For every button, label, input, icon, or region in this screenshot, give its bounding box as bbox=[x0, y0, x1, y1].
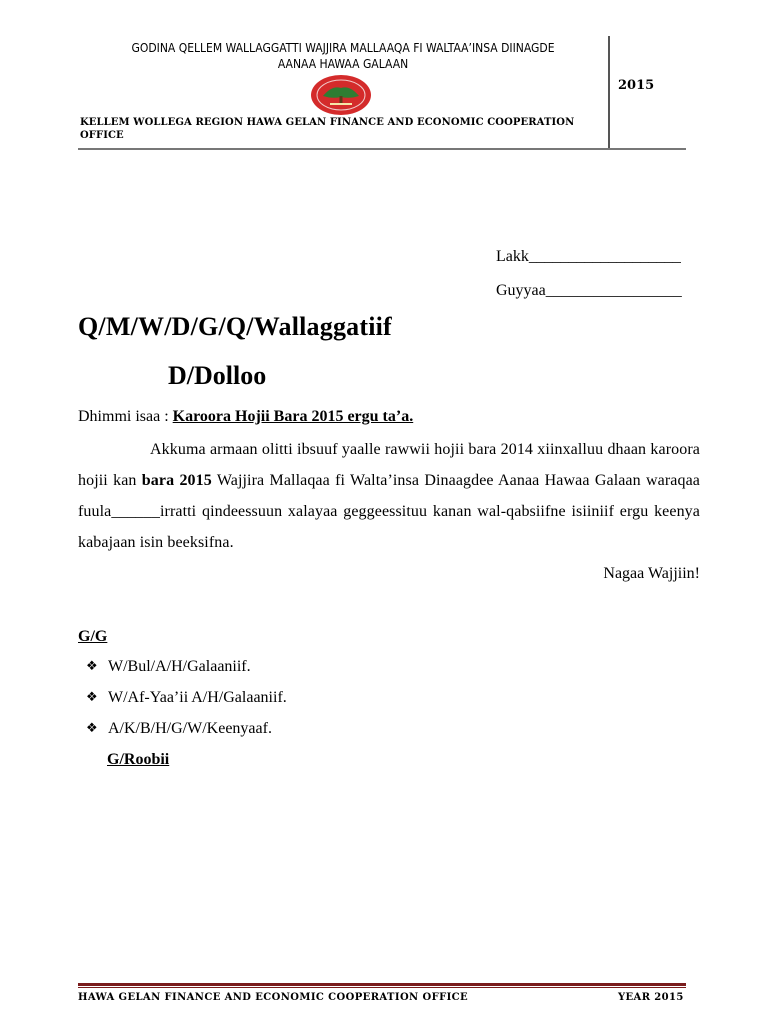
recipient-line2: D/Dolloo bbox=[168, 361, 267, 390]
footer-rule-thin bbox=[78, 987, 686, 988]
body-part2: Wajjira Mallaqaa fi Walta’insa Dinaagdee Aanaa Hawaa Galaan waraqaa fuula______irratti qindeessuun xalayaa geggeessituu kanan wal-qabsiifne isiiniif ergu keenya kabajaan isin beeksifna. bbox=[78, 472, 700, 551]
header-title-line2: AANAA HAWAA GALAAN bbox=[277, 57, 409, 71]
subject-line bbox=[78, 408, 413, 426]
office-seal-logo-icon bbox=[310, 74, 372, 116]
recipient-line1: Q/M/W/D/G/Q/Wallaggatiif bbox=[78, 312, 392, 341]
date-field: Guyyaa_________________ bbox=[496, 282, 682, 299]
cc-item-text: A/K/B/H/G/W/Keenyaaf. bbox=[108, 720, 272, 737]
closing-greeting: Nagaa Wajjiin! bbox=[603, 565, 700, 582]
cc-list bbox=[86, 656, 287, 749]
header-divider-horizontal bbox=[78, 148, 686, 150]
diamond-bullet-icon: ❖ bbox=[86, 690, 98, 705]
subject-text: Karoora Hojii Bara 2015 ergu ta’a. bbox=[172, 408, 414, 425]
subject-label: Dhimmi isaa : bbox=[78, 408, 173, 425]
header-divider-vertical bbox=[608, 36, 610, 150]
reference-field: Lakk___________________ bbox=[496, 248, 681, 265]
diamond-bullet-icon: ❖ bbox=[86, 659, 98, 674]
body-bold: bara 2015 bbox=[141, 472, 212, 489]
footer-year: YEAR 2015 bbox=[618, 992, 684, 1003]
cc-item bbox=[86, 687, 287, 718]
signature: G/Roobii bbox=[107, 751, 170, 768]
header-title bbox=[78, 40, 608, 72]
cc-item-text: W/Bul/A/H/Galaaniif. bbox=[108, 658, 251, 675]
cc-item bbox=[86, 656, 287, 687]
header-year: 2015 bbox=[618, 78, 655, 93]
body-paragraph bbox=[78, 434, 700, 558]
header-english-office: KELLEM WOLLEGA REGION HAWA GELAN FINANCE AND ECONOMIC COOPERATION OFFICE bbox=[80, 117, 575, 141]
header-title-line1: GODINA QELLEM WALLAGGATTI WAJJIRA MALLAAQA FI WALTAA’INSA DIINAGDE bbox=[131, 41, 555, 55]
cc-item-text: W/Af-Yaa’ii A/H/Galaaniif. bbox=[108, 689, 287, 706]
cc-item bbox=[86, 718, 287, 749]
diamond-bullet-icon: ❖ bbox=[86, 721, 98, 736]
footer-rule-thick bbox=[78, 983, 686, 986]
footer-office: HAWA GELAN FINANCE AND ECONOMIC COOPERATION OFFICE bbox=[78, 992, 469, 1003]
cc-label: G/G bbox=[78, 628, 108, 645]
body-part1: Akkuma armaan olitti ibsuuf yaalle rawwii hojii bara 2014 xiinxalluu dhaan karoora hojii kan bbox=[78, 441, 700, 489]
